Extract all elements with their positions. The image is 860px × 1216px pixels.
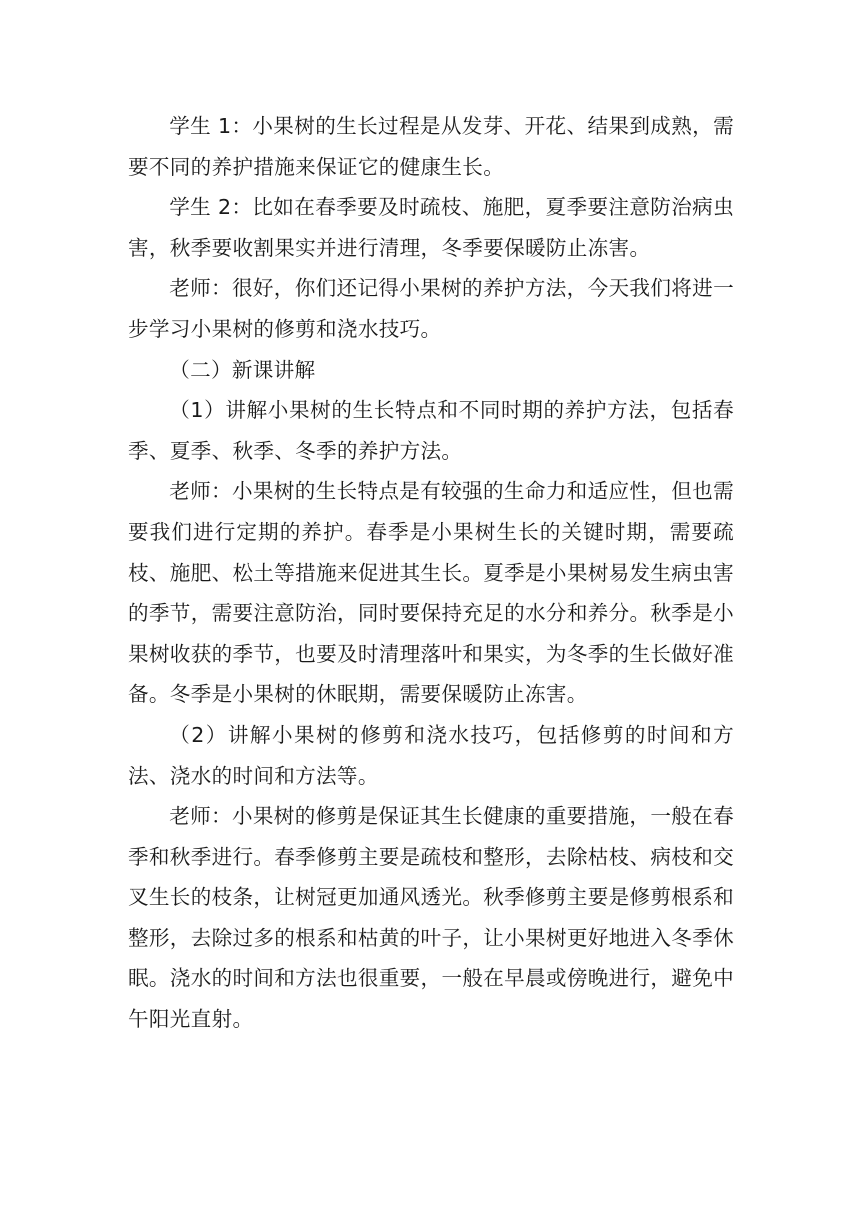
paragraph-point-1: （1）讲解小果树的生长特点和不同时期的养护方法，包括春季、夏季、秋季、冬季的养护方法。 bbox=[128, 398, 734, 463]
paragraph-teacher-pruning: 老师：小果树的修剪是保证其生长健康的重要措施，一般在春季和秋季进行。春季修剪主要是疏枝和整形，去除枯枝、病枝和交叉生长的枝条，让树冠更加通风透光。秋季修剪主要是修剪根系和整形，去除过多的根系和枯黄的叶子，让小果树更好地进入冬季休眠。浇水的时间和方法也很重要，一般在早晨或傍晚进行，避免中午阳光直射。 bbox=[128, 804, 734, 1032]
paragraph-teacher-intro: 老师：很好，你们还记得小果树的养护方法，今天我们将进一步学习小果树的修剪和浇水技巧。 bbox=[128, 276, 734, 341]
paragraph-student2: 学生 2：比如在春季要及时疏枝、施肥，夏季要注意防治病虫害，秋季要收割果实并进行清理，冬季要保暖防止冻害。 bbox=[128, 195, 734, 260]
paragraph-student1: 学生 1：小果树的生长过程是从发芽、开花、结果到成熟，需要不同的养护措施来保证它的健康生长。 bbox=[128, 114, 734, 179]
paragraph-teacher-growth: 老师：小果树的生长特点是有较强的生命力和适应性，但也需要我们进行定期的养护。春季是小果树生长的关键时期，需要疏枝、施肥、松土等措施来促进其生长。夏季是小果树易发生病虫害的季节，需要注意防治，同时要保持充足的水分和养分。秋季是小果树收获的季节，也要及时清理落叶和果实，为冬季的生长做好准备。冬季是小果树的休眠期，需要保暖防止冻害。 bbox=[128, 479, 734, 707]
document-body bbox=[128, 106, 734, 1040]
section-heading-new-lesson: （二）新课讲解 bbox=[169, 357, 316, 382]
paragraph-point-2: （2）讲解小果树的修剪和浇水技巧，包括修剪的时间和方法、浇水的时间和方法等。 bbox=[128, 722, 734, 788]
